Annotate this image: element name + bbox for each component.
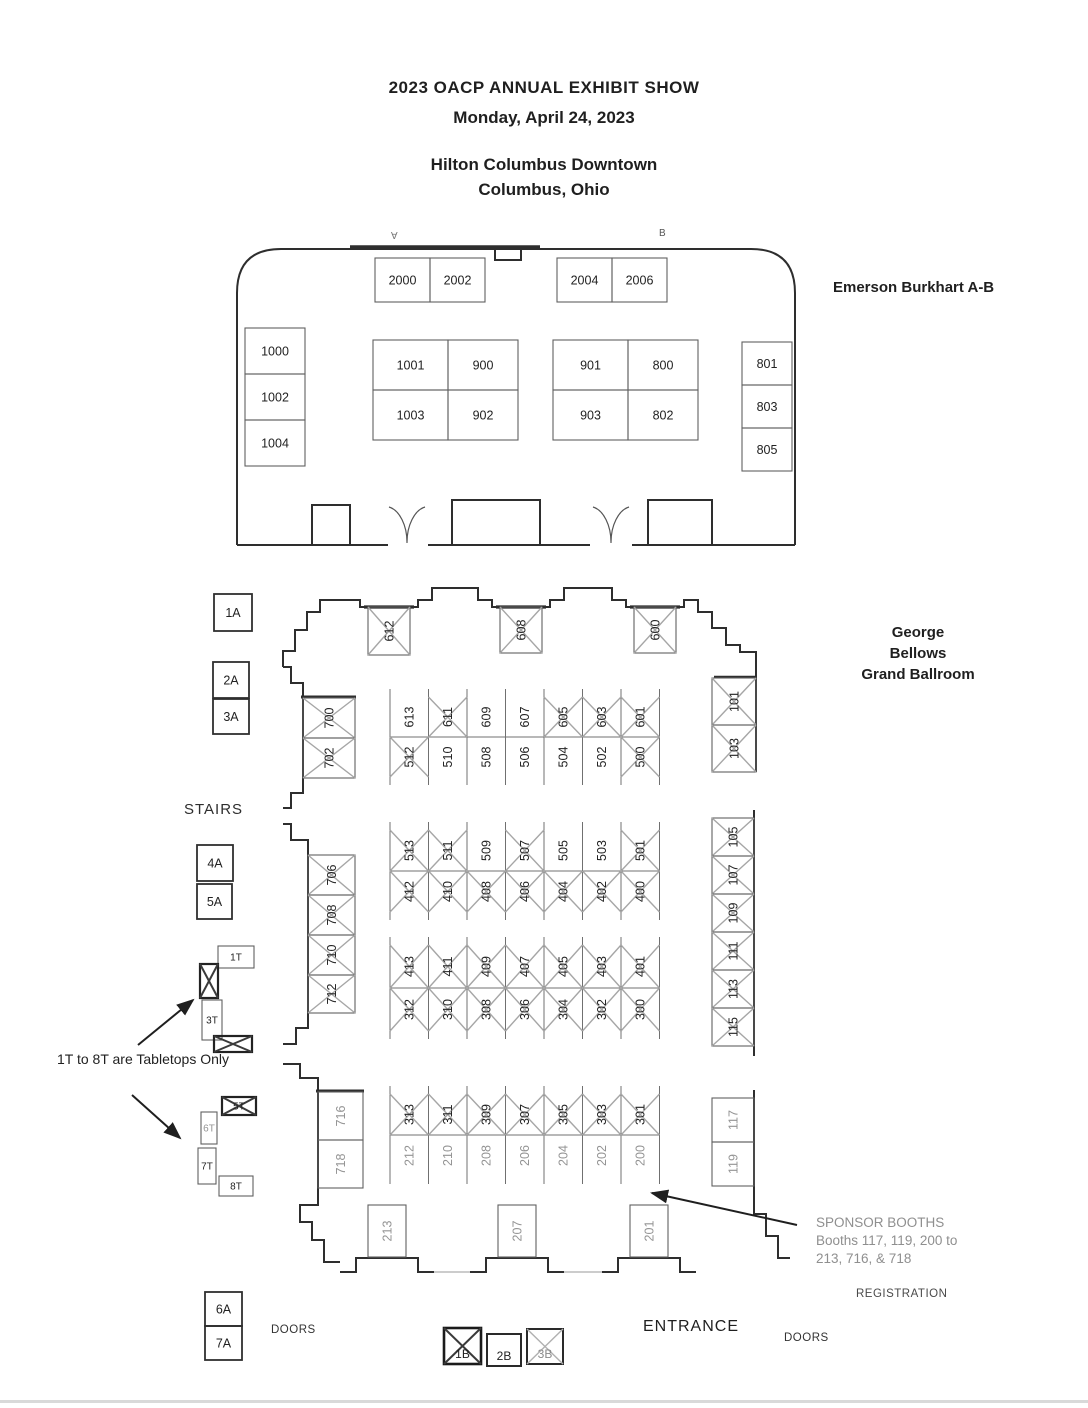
svg-text:310: 310 xyxy=(441,999,456,1020)
svg-text:212: 212 xyxy=(402,1145,417,1166)
booth-901 xyxy=(553,340,628,390)
booth-210 xyxy=(441,1145,455,1166)
booth-702 xyxy=(303,738,355,778)
svg-text:710: 710 xyxy=(324,944,339,966)
booth-611 xyxy=(429,697,468,737)
svg-text:409: 409 xyxy=(479,956,494,977)
booth-302 xyxy=(583,988,622,1031)
svg-text:702: 702 xyxy=(322,747,337,769)
svg-text:2004: 2004 xyxy=(570,273,599,288)
booth-2000 xyxy=(375,258,430,302)
tabletop-booth-crossed xyxy=(200,964,218,998)
svg-text:611: 611 xyxy=(441,707,456,727)
booth-111 xyxy=(712,932,754,970)
booth-613 xyxy=(403,707,417,728)
svg-text:2006: 2006 xyxy=(625,273,654,288)
booth-113 xyxy=(712,970,754,1008)
booth-1001 xyxy=(373,340,448,390)
venue-name: Hilton Columbus Downtown xyxy=(430,155,658,174)
booth-308 xyxy=(467,988,506,1031)
svg-text:210: 210 xyxy=(441,1145,456,1166)
svg-text:405: 405 xyxy=(556,956,571,977)
svg-text:609: 609 xyxy=(479,706,494,728)
booth-401 xyxy=(621,945,660,988)
svg-text:101: 101 xyxy=(727,691,742,712)
svg-text:1002: 1002 xyxy=(261,390,289,405)
booth-803 xyxy=(742,385,792,428)
booth-512 xyxy=(390,737,429,777)
registration-label: REGISTRATION xyxy=(856,1288,948,1300)
svg-text:5T: 5T xyxy=(233,1101,245,1113)
booth-115 xyxy=(712,1008,754,1046)
svg-text:410: 410 xyxy=(441,881,456,902)
svg-text:206: 206 xyxy=(518,1145,533,1166)
booth-407 xyxy=(506,945,545,988)
booth-408 xyxy=(467,871,506,912)
svg-text:605: 605 xyxy=(556,706,571,728)
booth-117 xyxy=(712,1098,754,1142)
ballroom-line-2: Bellows xyxy=(889,645,947,662)
booth-708 xyxy=(308,895,355,935)
room-box-6A xyxy=(205,1292,242,1326)
booth-505 xyxy=(557,840,571,861)
room-box-7A xyxy=(205,1326,242,1360)
svg-text:113: 113 xyxy=(726,979,741,999)
svg-text:802: 802 xyxy=(652,408,674,423)
svg-text:718: 718 xyxy=(333,1153,348,1175)
svg-text:107: 107 xyxy=(726,864,741,886)
svg-text:504: 504 xyxy=(556,746,571,768)
room-box-3A xyxy=(213,699,249,734)
booth-307 xyxy=(506,1094,545,1135)
svg-text:708: 708 xyxy=(324,904,339,926)
booth-103 xyxy=(712,725,756,772)
svg-text:803: 803 xyxy=(756,399,778,414)
booth-700 xyxy=(303,698,355,738)
booth-305 xyxy=(544,1094,583,1135)
svg-text:900: 900 xyxy=(472,358,494,373)
booth-510 xyxy=(441,747,455,768)
emerson-room-walls xyxy=(237,247,795,545)
legend-box-2B xyxy=(487,1334,521,1366)
svg-text:302: 302 xyxy=(595,999,610,1020)
svg-text:608: 608 xyxy=(514,619,529,641)
svg-text:411: 411 xyxy=(441,956,456,977)
booth-119 xyxy=(712,1142,754,1186)
svg-text:801: 801 xyxy=(756,356,778,371)
svg-text:407: 407 xyxy=(518,956,533,977)
svg-text:2A: 2A xyxy=(223,673,239,688)
booth-202 xyxy=(595,1145,609,1166)
booth-2006 xyxy=(612,258,667,302)
booth-410 xyxy=(429,871,468,912)
legend-box-1B xyxy=(444,1328,481,1364)
booth-400 xyxy=(621,871,660,912)
svg-text:119: 119 xyxy=(726,1154,741,1174)
svg-text:304: 304 xyxy=(556,999,571,1020)
svg-text:607: 607 xyxy=(518,706,533,728)
booths-layer xyxy=(198,258,792,1257)
svg-text:208: 208 xyxy=(479,1145,494,1166)
svg-text:502: 502 xyxy=(595,746,610,768)
svg-text:903: 903 xyxy=(580,408,601,423)
booth-511 xyxy=(429,830,468,871)
booth-311 xyxy=(429,1094,468,1135)
svg-text:103: 103 xyxy=(727,738,742,759)
section-marker-b: B xyxy=(659,228,666,239)
svg-text:510: 510 xyxy=(441,746,456,768)
svg-text:805: 805 xyxy=(756,442,778,457)
booth-413 xyxy=(390,945,429,988)
svg-text:513: 513 xyxy=(402,840,417,861)
svg-text:408: 408 xyxy=(479,881,494,902)
booth-404 xyxy=(544,871,583,912)
booth-612 xyxy=(368,607,410,655)
svg-text:105: 105 xyxy=(726,826,741,848)
ballroom-line-1: George xyxy=(891,624,945,641)
svg-text:404: 404 xyxy=(556,881,571,902)
venue-city: Columbus, Ohio xyxy=(478,180,610,199)
svg-text:512: 512 xyxy=(402,746,417,768)
sponsor-note xyxy=(816,1214,957,1268)
booth-506 xyxy=(518,747,532,768)
booth-500 xyxy=(621,737,660,777)
booth-403 xyxy=(583,945,622,988)
booth-1000 xyxy=(245,328,305,374)
booth-207 xyxy=(498,1205,536,1257)
booth-1003 xyxy=(373,390,448,440)
booth-503 xyxy=(595,840,609,861)
svg-text:1003: 1003 xyxy=(396,408,425,423)
svg-text:1T: 1T xyxy=(230,952,242,964)
booth-504 xyxy=(557,747,571,768)
svg-text:306: 306 xyxy=(518,999,533,1020)
svg-text:511: 511 xyxy=(441,840,456,861)
svg-text:613: 613 xyxy=(402,706,417,728)
booth-411 xyxy=(429,945,468,988)
booth-8T xyxy=(219,1176,253,1196)
booth-204 xyxy=(557,1145,571,1166)
booth-310 xyxy=(429,988,468,1031)
pointer-arrow-2 xyxy=(132,1095,180,1138)
room-box-4A xyxy=(197,845,233,881)
svg-text:300: 300 xyxy=(633,999,648,1020)
legend-box-3B xyxy=(527,1329,563,1364)
svg-text:207: 207 xyxy=(510,1220,525,1242)
svg-text:2002: 2002 xyxy=(443,273,472,288)
svg-text:1B: 1B xyxy=(455,1347,470,1361)
booth-201 xyxy=(630,1205,668,1257)
booth-608 xyxy=(500,607,542,653)
svg-text:311: 311 xyxy=(441,1104,456,1125)
booth-2002 xyxy=(430,258,485,302)
pointer-arrow-3 xyxy=(652,1193,797,1225)
booth-508 xyxy=(480,747,494,768)
booth-105 xyxy=(712,818,754,856)
svg-text:600: 600 xyxy=(648,619,663,641)
legend-layer xyxy=(444,1328,563,1366)
booth-509 xyxy=(480,840,494,861)
booth-213 xyxy=(368,1205,406,1257)
tabletop-booth-crossed xyxy=(214,1036,252,1052)
booth-513 xyxy=(390,830,429,871)
booth-412 xyxy=(390,871,429,912)
svg-text:109: 109 xyxy=(726,902,741,924)
ballroom-line-3: Grand Ballroom xyxy=(861,666,975,683)
stairs-label: STAIRS xyxy=(184,801,244,818)
booth-304 xyxy=(544,988,583,1031)
svg-text:200: 200 xyxy=(633,1145,648,1166)
booth-402 xyxy=(583,871,622,912)
svg-text:412: 412 xyxy=(402,881,417,902)
svg-text:406: 406 xyxy=(518,881,533,902)
booth-107 xyxy=(712,856,754,894)
booth-303 xyxy=(583,1094,622,1135)
room-boxes-layer xyxy=(197,594,252,1360)
scan-artifact-line xyxy=(0,1400,1088,1403)
svg-text:201: 201 xyxy=(642,1220,657,1242)
room-box-5A xyxy=(197,884,232,919)
booth-716 xyxy=(318,1092,363,1140)
booth-900 xyxy=(448,340,518,390)
section-marker-a: A xyxy=(391,229,398,240)
booth-405 xyxy=(544,945,583,988)
booth-409 xyxy=(467,945,506,988)
booth-710 xyxy=(308,935,355,975)
svg-text:612: 612 xyxy=(382,620,397,642)
svg-text:6A: 6A xyxy=(215,1302,232,1317)
svg-text:1A: 1A xyxy=(225,605,241,620)
svg-text:1004: 1004 xyxy=(261,436,289,451)
svg-text:307: 307 xyxy=(518,1104,533,1125)
svg-text:7T: 7T xyxy=(201,1161,213,1173)
sponsor-note-line1: SPONSOR BOOTHS xyxy=(816,1215,945,1230)
svg-text:603: 603 xyxy=(595,706,610,728)
svg-text:403: 403 xyxy=(595,956,610,977)
booth-2004 xyxy=(557,258,612,302)
booth-706 xyxy=(308,855,355,895)
booth-3T xyxy=(202,1000,222,1040)
booth-309 xyxy=(467,1094,506,1135)
svg-text:413: 413 xyxy=(402,956,417,977)
entrance-label: ENTRANCE xyxy=(643,1318,740,1335)
booth-5T xyxy=(222,1097,256,1115)
svg-text:2B: 2B xyxy=(496,1349,512,1363)
svg-text:800: 800 xyxy=(652,358,674,373)
booth-718 xyxy=(318,1140,363,1188)
svg-text:213: 213 xyxy=(380,1220,395,1242)
svg-text:115: 115 xyxy=(726,1017,741,1037)
svg-text:901: 901 xyxy=(580,358,601,373)
booth-805 xyxy=(742,428,792,471)
booth-609 xyxy=(480,707,494,728)
booth-313 xyxy=(390,1094,429,1135)
svg-text:202: 202 xyxy=(595,1145,610,1166)
booth-605 xyxy=(544,697,583,737)
svg-text:8T: 8T xyxy=(230,1181,242,1193)
tabletops-note: 1T to 8T are Tabletops Only xyxy=(57,1051,229,1067)
svg-text:312: 312 xyxy=(402,999,417,1020)
booth-603 xyxy=(583,697,622,737)
svg-text:5A: 5A xyxy=(206,894,223,909)
booth-600 xyxy=(634,607,676,653)
pointer-arrow-1 xyxy=(138,1000,193,1045)
svg-text:305: 305 xyxy=(556,1104,571,1125)
booth-312 xyxy=(390,988,429,1031)
svg-text:509: 509 xyxy=(479,840,494,861)
svg-text:700: 700 xyxy=(322,707,337,729)
svg-text:4A: 4A xyxy=(207,856,223,871)
booth-801 xyxy=(742,342,792,385)
booth-306 xyxy=(506,988,545,1031)
svg-text:503: 503 xyxy=(595,840,610,861)
svg-text:501: 501 xyxy=(633,840,648,861)
booth-300 xyxy=(621,988,660,1031)
svg-text:3B: 3B xyxy=(537,1347,553,1361)
svg-text:601: 601 xyxy=(633,706,648,728)
svg-text:7A: 7A xyxy=(215,1336,232,1351)
booth-902 xyxy=(448,390,518,440)
svg-text:309: 309 xyxy=(479,1104,494,1125)
booth-208 xyxy=(480,1145,494,1166)
svg-text:902: 902 xyxy=(472,408,494,423)
svg-text:313: 313 xyxy=(402,1104,417,1125)
booth-501 xyxy=(621,830,660,871)
booth-601 xyxy=(621,697,660,737)
svg-text:117: 117 xyxy=(726,1110,741,1130)
room-label-ballroom xyxy=(828,622,1008,685)
svg-text:400: 400 xyxy=(633,881,648,902)
booth-712 xyxy=(308,975,355,1013)
booth-206 xyxy=(518,1145,532,1166)
booth-802 xyxy=(628,390,698,440)
svg-text:506: 506 xyxy=(518,746,533,768)
svg-text:3T: 3T xyxy=(206,1015,218,1027)
booth-502 xyxy=(595,747,609,768)
booth-101 xyxy=(712,678,756,725)
page-title: 2023 OACP ANNUAL EXHIBIT SHOW xyxy=(388,78,700,97)
svg-text:716: 716 xyxy=(333,1105,348,1127)
doors-left-label: DOORS xyxy=(271,1324,316,1336)
svg-text:401: 401 xyxy=(633,956,648,977)
svg-text:1001: 1001 xyxy=(396,358,425,373)
booth-1T xyxy=(218,946,254,968)
svg-text:505: 505 xyxy=(556,840,571,861)
svg-text:2000: 2000 xyxy=(388,273,417,288)
svg-text:507: 507 xyxy=(518,840,533,861)
sponsor-note-line3: 213, 716, & 718 xyxy=(816,1251,912,1266)
svg-text:402: 402 xyxy=(595,881,610,902)
booth-406 xyxy=(506,871,545,912)
room-box-1A xyxy=(214,594,252,631)
svg-text:111: 111 xyxy=(726,941,741,961)
doors-right-label: DOORS xyxy=(784,1332,829,1344)
booth-903 xyxy=(553,390,628,440)
svg-text:3A: 3A xyxy=(223,709,239,724)
svg-text:500: 500 xyxy=(633,746,648,768)
svg-text:6T: 6T xyxy=(203,1123,215,1135)
room-box-2A xyxy=(213,662,249,698)
booth-800 xyxy=(628,340,698,390)
svg-text:706: 706 xyxy=(324,864,339,886)
booth-507 xyxy=(506,830,545,871)
svg-text:508: 508 xyxy=(479,746,494,768)
svg-text:308: 308 xyxy=(479,999,494,1020)
booth-109 xyxy=(712,894,754,932)
booth-200 xyxy=(634,1145,648,1166)
svg-text:204: 204 xyxy=(556,1145,571,1166)
booth-301 xyxy=(621,1094,660,1135)
room-label-emerson: Emerson Burkhart A-B xyxy=(833,279,995,296)
svg-text:712: 712 xyxy=(324,983,339,1005)
booth-607 xyxy=(518,707,532,728)
page-date: Monday, April 24, 2023 xyxy=(453,108,635,127)
svg-text:301: 301 xyxy=(633,1104,648,1125)
booth-7T xyxy=(198,1148,216,1184)
booth-1004 xyxy=(245,420,305,466)
booth-6T xyxy=(201,1112,217,1144)
svg-text:303: 303 xyxy=(595,1104,610,1125)
booth-1002 xyxy=(245,374,305,420)
booth-212 xyxy=(403,1145,417,1166)
sponsor-note-line2: Booths 117, 119, 200 to xyxy=(816,1233,958,1248)
svg-text:1000: 1000 xyxy=(261,344,289,359)
